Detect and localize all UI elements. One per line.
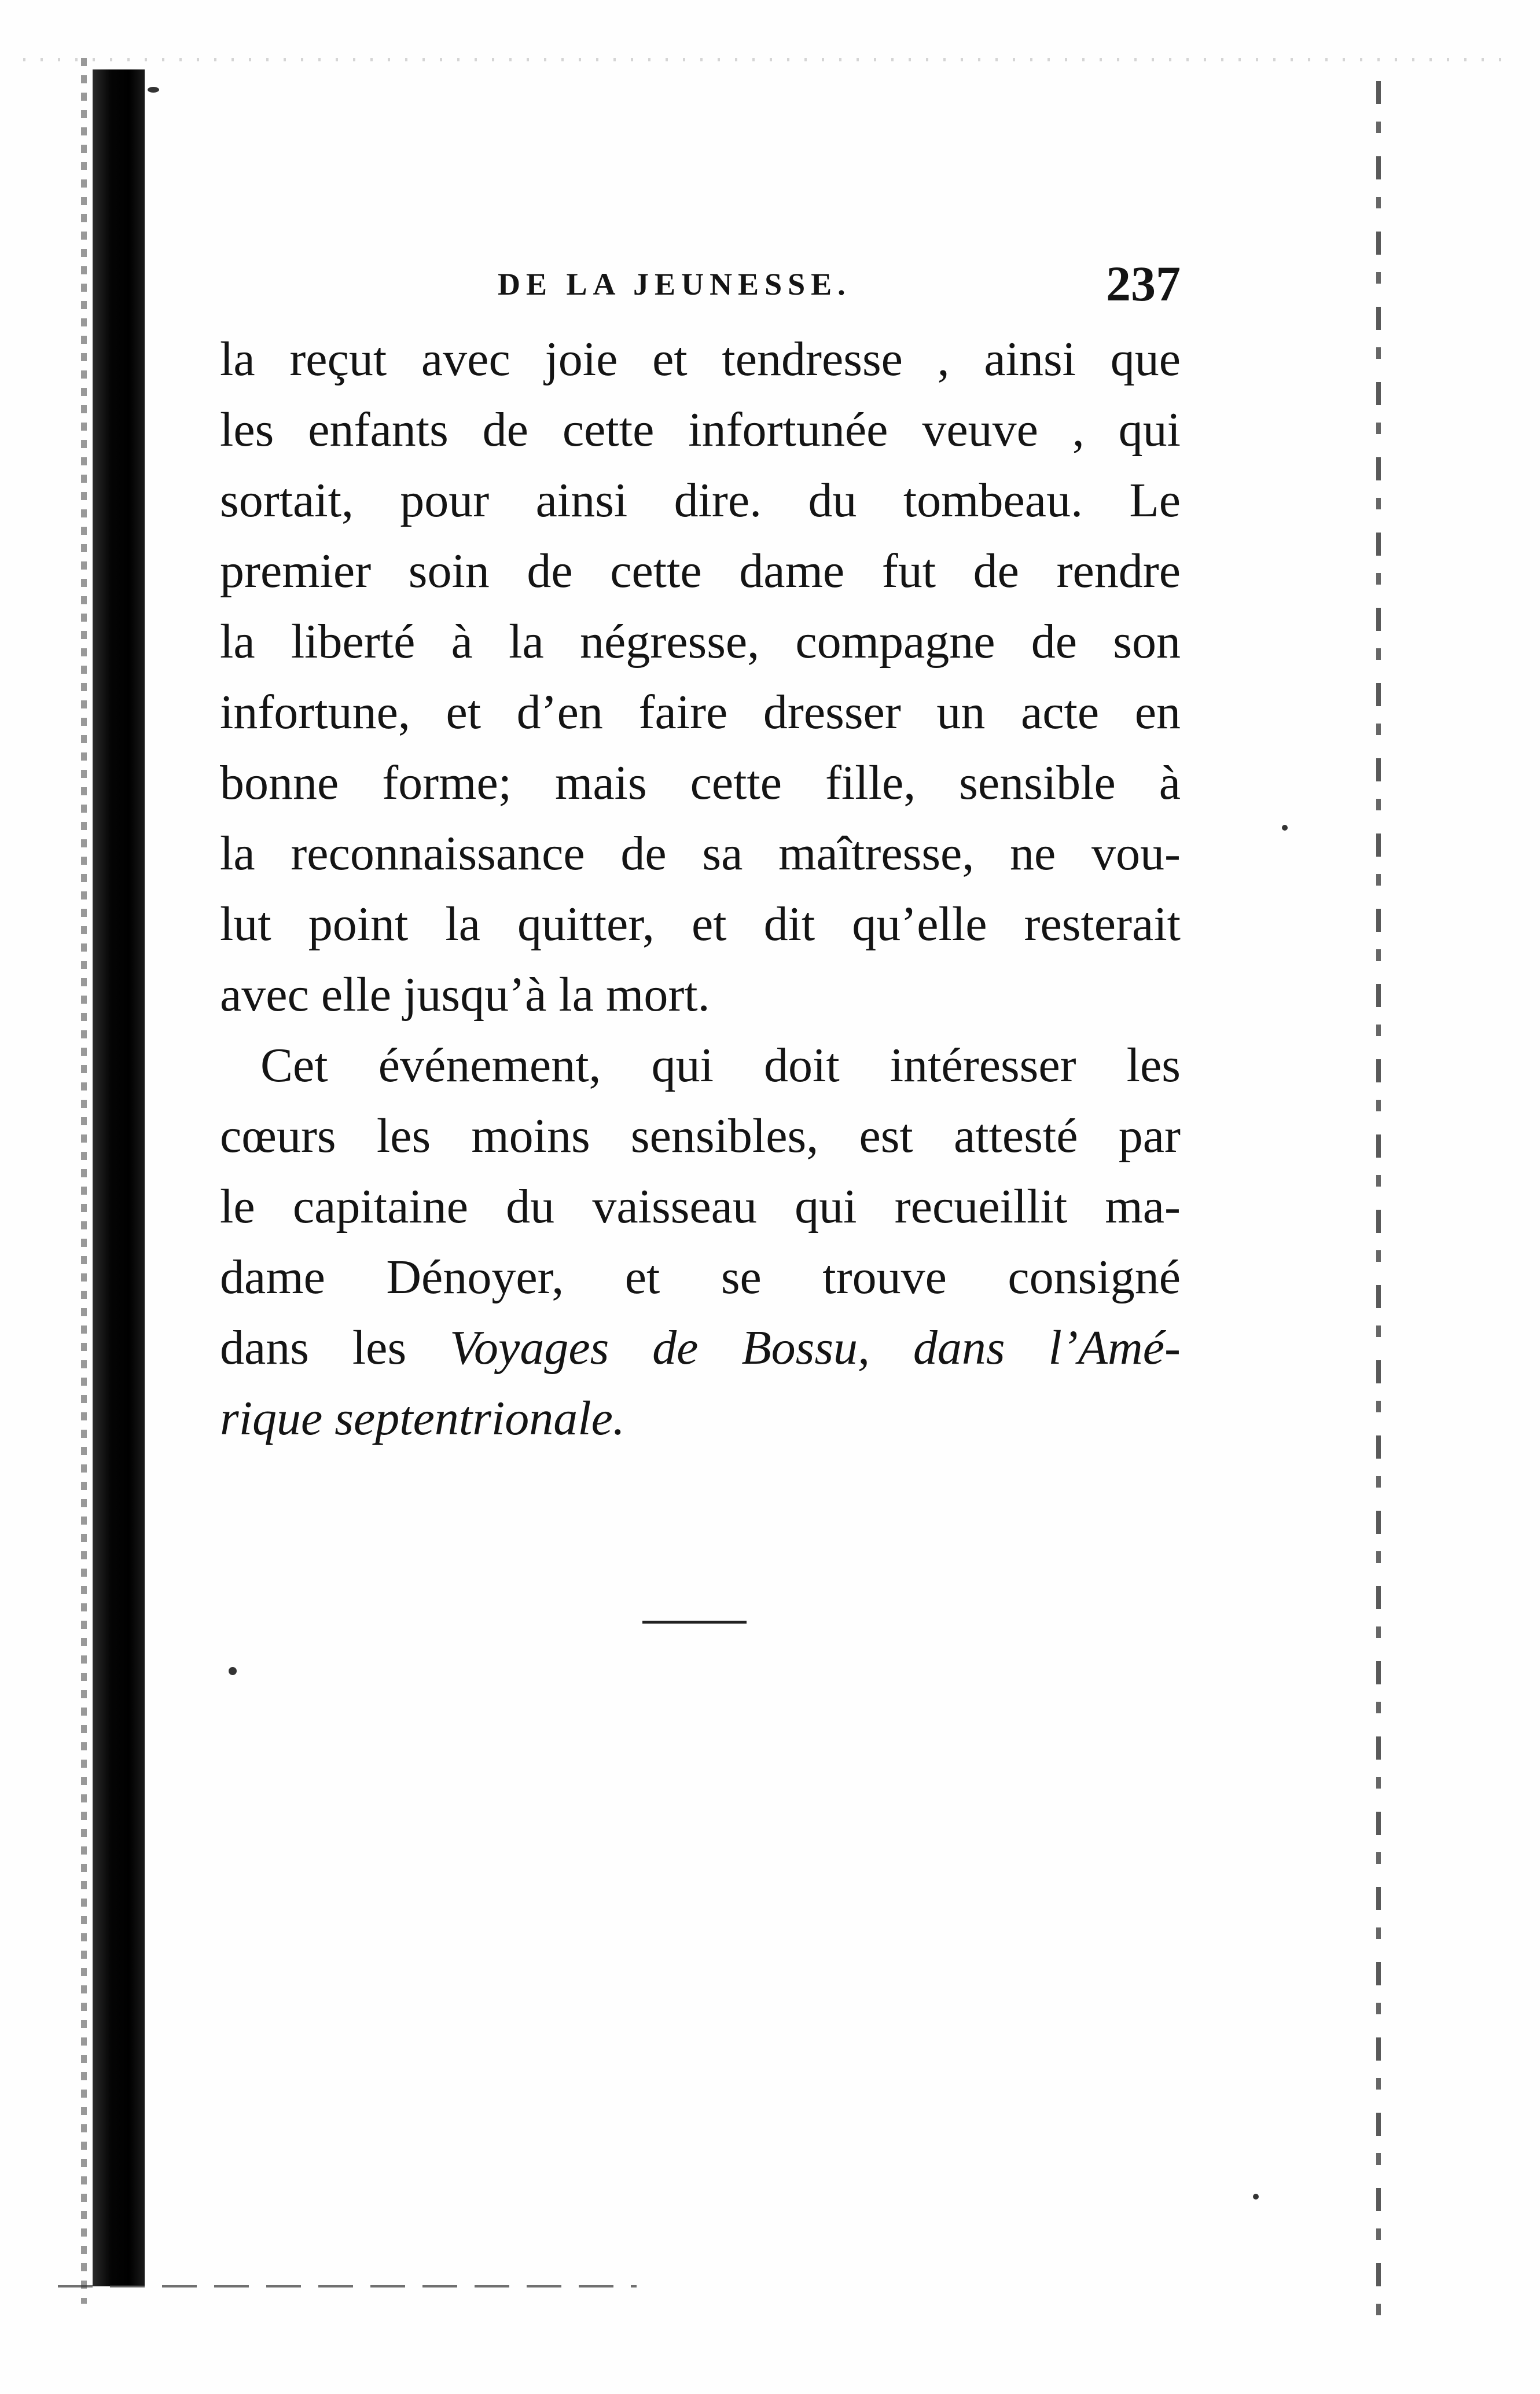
book-title-italic-continued: rique septentrionale. (220, 1391, 625, 1445)
text-line: avec elle jusqu’à la mort. (220, 968, 710, 1022)
scan-noise-bottom (58, 2285, 637, 2287)
text-line: Cet événement, qui doit intéresser les (260, 1038, 1181, 1092)
scan-speck (229, 1667, 237, 1675)
text-line: la reçut avec joie et tendresse , ainsi que (220, 332, 1181, 386)
text-line: cœurs les moins sensibles, est attesté par (220, 1109, 1181, 1163)
text-line: bonne forme; mais cette fille, sensible à (220, 756, 1181, 810)
text-line: la liberté à la négresse, compagne de son (220, 615, 1181, 669)
text-line: premier soin de cette dame fut de rendre (220, 544, 1181, 598)
text-line: la reconnaissance de sa maîtresse, ne vou- (220, 827, 1181, 880)
end-rule (642, 1621, 747, 1624)
binding-edge-dashes (81, 58, 87, 2304)
scan-noise-top (23, 58, 1505, 61)
text-line: lut point la quitter, et dit qu’elle resterait (220, 897, 1181, 951)
page-number: 237 (1106, 256, 1181, 311)
binding-edge-shadow (93, 69, 145, 2286)
scan-speck (1282, 825, 1288, 831)
text-line: sortait, pour ainsi dire. du tombeau. Le (220, 473, 1181, 527)
scan-speck (1253, 2194, 1259, 2200)
text-line: dame Dénoyer, et se trouve consigné (220, 1250, 1181, 1304)
page-header (220, 255, 1181, 311)
running-head: DE LA JEUNESSE. (498, 267, 851, 302)
scan-speck (148, 87, 159, 93)
page-edge-right (1376, 81, 1381, 2327)
body-text (220, 324, 1181, 1454)
text-line: le capitaine du vaisseau qui recueillit ma- (220, 1180, 1181, 1233)
text-run: dans les (220, 1321, 450, 1375)
book-title-italic: Voyages de Bossu, dans l’Amé- (450, 1321, 1181, 1375)
text-line: les enfants de cette infortunée veuve , qui (220, 403, 1181, 457)
text-line: infortune, et d’en faire dresser un acte en (220, 685, 1181, 739)
text-line-mixed (220, 1313, 1181, 1383)
